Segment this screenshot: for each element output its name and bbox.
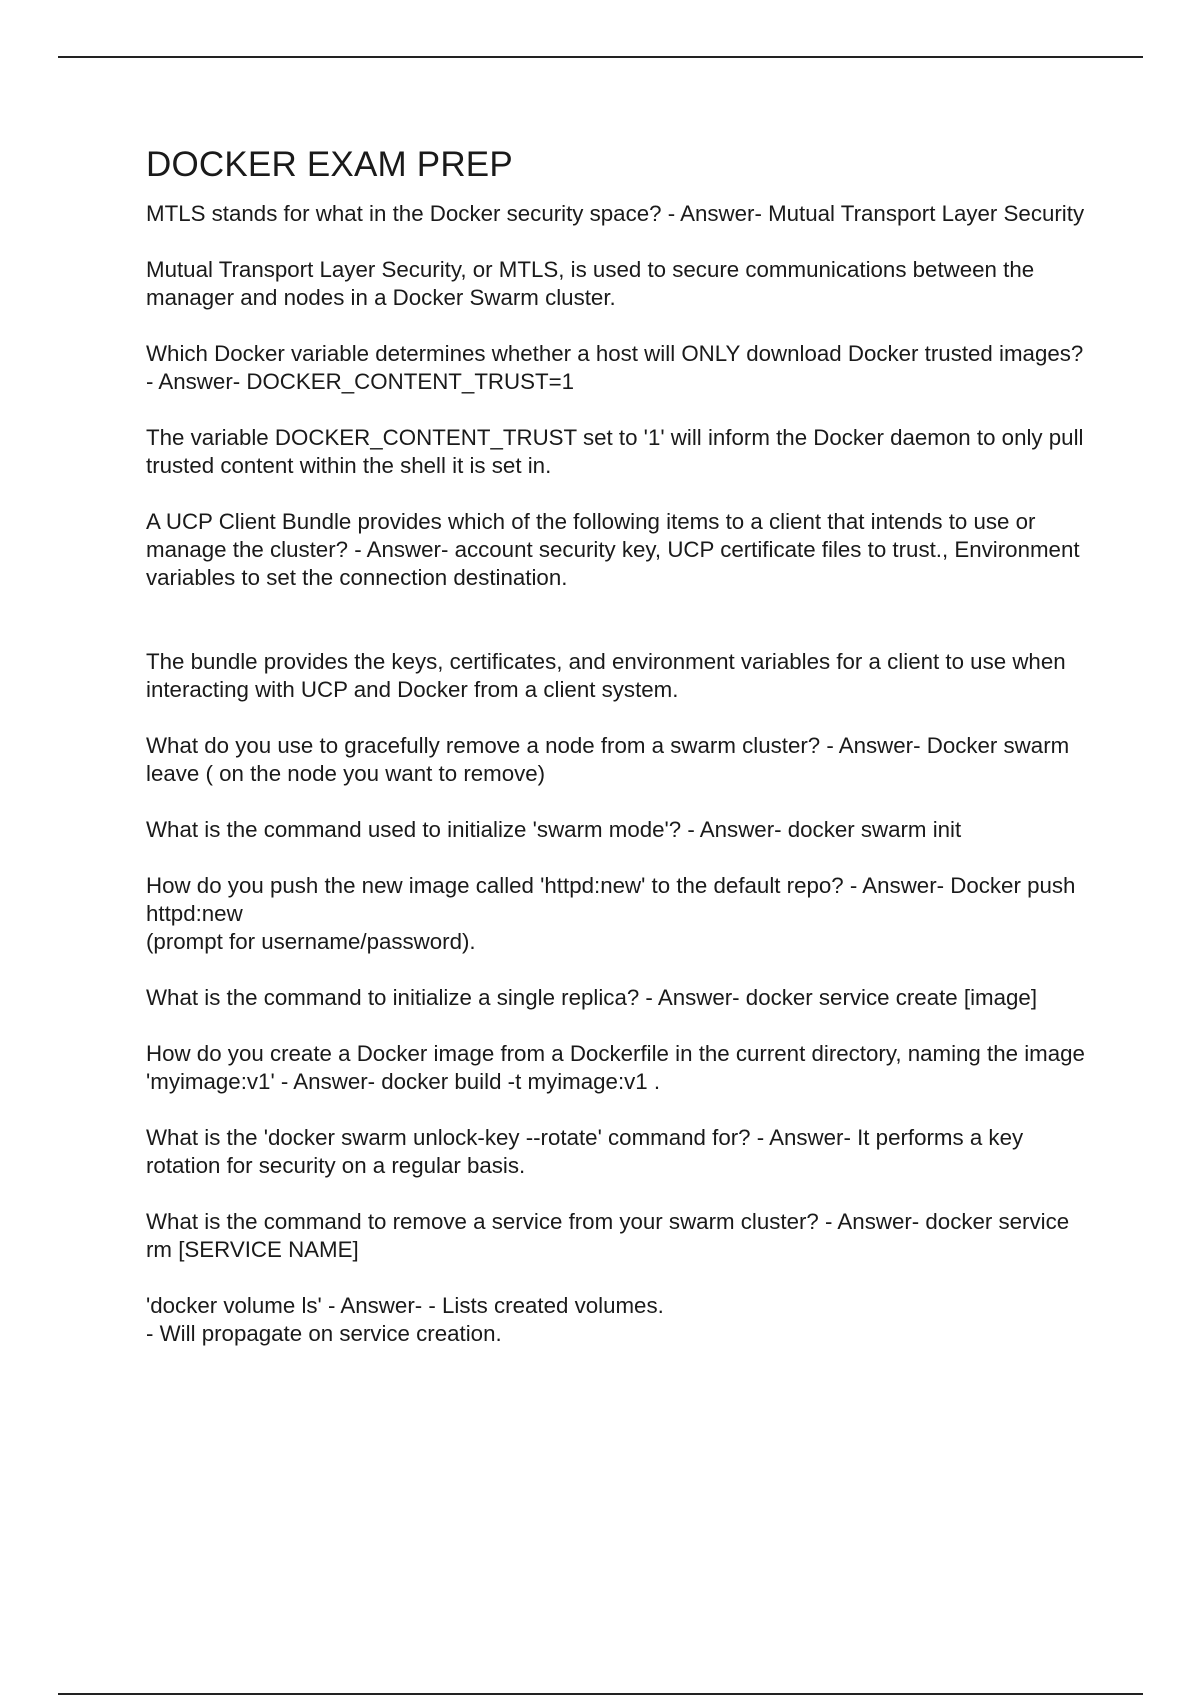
page-title: DOCKER EXAM PREP — [146, 145, 513, 184]
qa-paragraph: The bundle provides the keys, certificates, and environment variables for a client to use when interacting with UCP and Docker from a client system. — [146, 649, 1066, 702]
qa-paragraph: The variable DOCKER_CONTENT_TRUST set to '1' will inform the Docker daemon to only pull trusted content within the shell it is set in. — [146, 425, 1084, 478]
bottom-divider — [58, 1693, 1143, 1695]
qa-paragraph: 'docker volume ls' - Answer- - Lists created volumes. - Will propagate on service creation. — [146, 1293, 664, 1346]
qa-paragraph: How do you push the new image called 'httpd:new' to the default repo? - Answer- Docker push httpd:new (prompt for username/password). — [146, 873, 1076, 954]
qa-paragraph: What do you use to gracefully remove a node from a swarm cluster? - Answer- Docker swarm leave ( on the node you want to remove) — [146, 733, 1070, 786]
document-body — [146, 144, 1091, 1376]
qa-paragraph: What is the 'docker swarm unlock-key --rotate' command for? - Answer- It performs a key rotation for security on a regular basis. — [146, 1125, 1024, 1178]
qa-paragraph: What is the command to remove a service from your swarm cluster? - Answer- docker service rm [SERVICE NAME] — [146, 1209, 1070, 1262]
qa-paragraph: Which Docker variable determines whether a host will ONLY download Docker trusted images? - Answer- DOCKER_CONTENT_TRUST=1 — [146, 341, 1084, 394]
qa-paragraph: How do you create a Docker image from a Dockerfile in the current directory, naming the image 'myimage:v1' - Answer- docker build -t myimage:v1 . — [146, 1041, 1085, 1094]
qa-paragraph: What is the command used to initialize 'swarm mode'? - Answer- docker swarm init — [146, 817, 962, 842]
qa-paragraph: What is the command to initialize a single replica? - Answer- docker service create [image] — [146, 985, 1038, 1010]
qa-paragraph: MTLS stands for what in the Docker security space? - Answer- Mutual Transport Layer Security — [146, 201, 1085, 226]
qa-paragraph: Mutual Transport Layer Security, or MTLS, is used to secure communications between the manager and nodes in a Docker Swarm cluster. — [146, 257, 1035, 310]
top-divider — [58, 56, 1143, 58]
qa-paragraph: A UCP Client Bundle provides which of the following items to a client that intends to use or manage the cluster? - Answer- account security key, UCP certificate files to trust., Environment variables to set the connection destination. — [146, 509, 1080, 590]
